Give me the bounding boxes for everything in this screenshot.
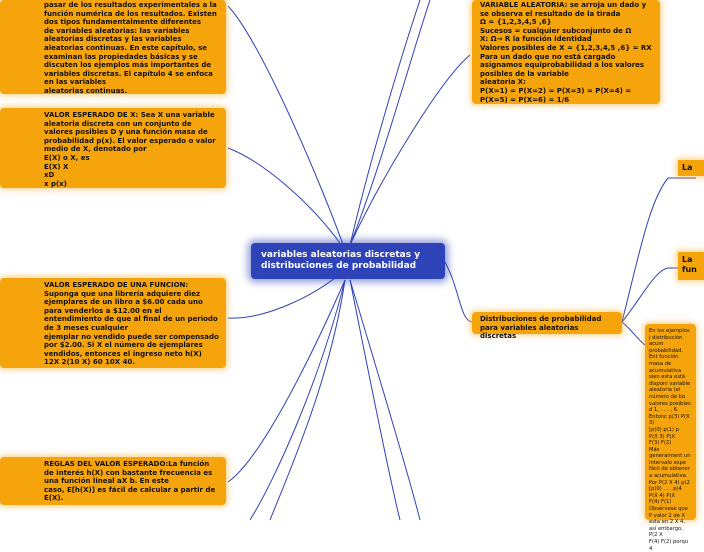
- central-topic[interactable]: variables aleatorias discretas y distribuciones de probabilidad: [251, 243, 445, 279]
- edge-dist-la1: [622, 178, 668, 322]
- edge-expected: [228, 148, 345, 250]
- edge-bottom-left-2: [270, 280, 345, 520]
- node-intro[interactable]: pasar de los resultados experimentales a la función numérica de los resultados. Existen dos tipos fundamentalmente diferentes de variables aleatorias: las variables aleatorias discretas y las variables aleatorias continuas. En este capítulo, se examinan las propiedades básicas y se discuten los ejemplos más importantes de variables discretas. El capítulo 4 se enfoca en las variables aleatorias continuas.: [0, 0, 226, 94]
- node-random-variable[interactable]: VARIABLE ALEATORIA: se arroja un dado y se observa el resultado de la tirada Ω = {1,2,3,4,5 ,6} Sucesos = cualquier subconjunto de Ω X: Ω→ R la función identidad Valores posibles de X = {1,2,3,4,5 ,6} = RX Para un dado que no está cargado asignamos equiprobabilidad a los valores posibles de la variable aleatoria X: P(X=1) = P(X=2) = P(X=3) = P(X=4) = P(X=5) = P(X=6) = 1/6: [472, 0, 660, 104]
- edge-distributions: [445, 262, 472, 322]
- edge-random-var: [350, 55, 470, 245]
- edge-dist-detail: [622, 322, 645, 345]
- edge-bottom-right-1: [350, 280, 420, 520]
- edge-rules: [228, 280, 345, 482]
- edge-bottom-right-2: [350, 280, 400, 520]
- edge-top-right-1: [350, 0, 420, 245]
- node-distributions[interactable]: Distribuciones de probabilidad para variables aleatorias discretas: [472, 312, 622, 334]
- node-expected-value[interactable]: VALOR ESPERADO DE X: Sea X una variable aleatoria discreta con un conjunto de valores posibles D y una función masa de probabilidad p(x). El valor esperado o valor medio de X, denotado por E(X) o X, es E(X) X xD x p(x): [0, 108, 226, 188]
- edge-intro: [228, 6, 345, 250]
- node-detail[interactable]: En los ejemplos j distribución acum probabilidad. Ent función masa de acumulativa sien esta está disponi variable aleatoria (el número de bo valores posibles d 1, . . . , 6. Entonc p(3) P(X 3) [p(0) p(1) p P(X 3) P(X F(3) F(2) Más generalment un intervalo espe fácil de obtener a acumulativa. Por P(2 X 4) p(2 [p(0) . . . p(4 P(X 4) P(X F(4) F(1) Obsérvese que P valor 2 de X esta en 2 X 4, así embargo, P(2 X F(4) F(2) porqu 4: [645, 324, 696, 520]
- node-rules[interactable]: REGLAS DEL VALOR ESPERADO:La función de interés h(X) con bastante frecuencia es una función lineal aX b. En este caso, E[h(X)] es fácil de calcular a partir de E(X).: [0, 457, 226, 505]
- node-function-value[interactable]: VALOR ESPERADO DE UNA FUNCION: Suponga que una librería adquiere diez ejemplares de un libro a $6.00 cada uno para venderlos a $12.00 en el entendimiento de que al final de un periodo de 3 meses cualquier ejemplar no vendido puede ser compensado por $2.00. Si X el número de ejemplares vendidos, entonces el ingreso neto h(X) 12X 2(10 X) 60 10X 40.: [0, 278, 226, 368]
- node-la-2[interactable]: La fun: [678, 252, 704, 280]
- node-la-1[interactable]: La: [678, 160, 704, 176]
- edge-bottom-left-1: [250, 280, 345, 520]
